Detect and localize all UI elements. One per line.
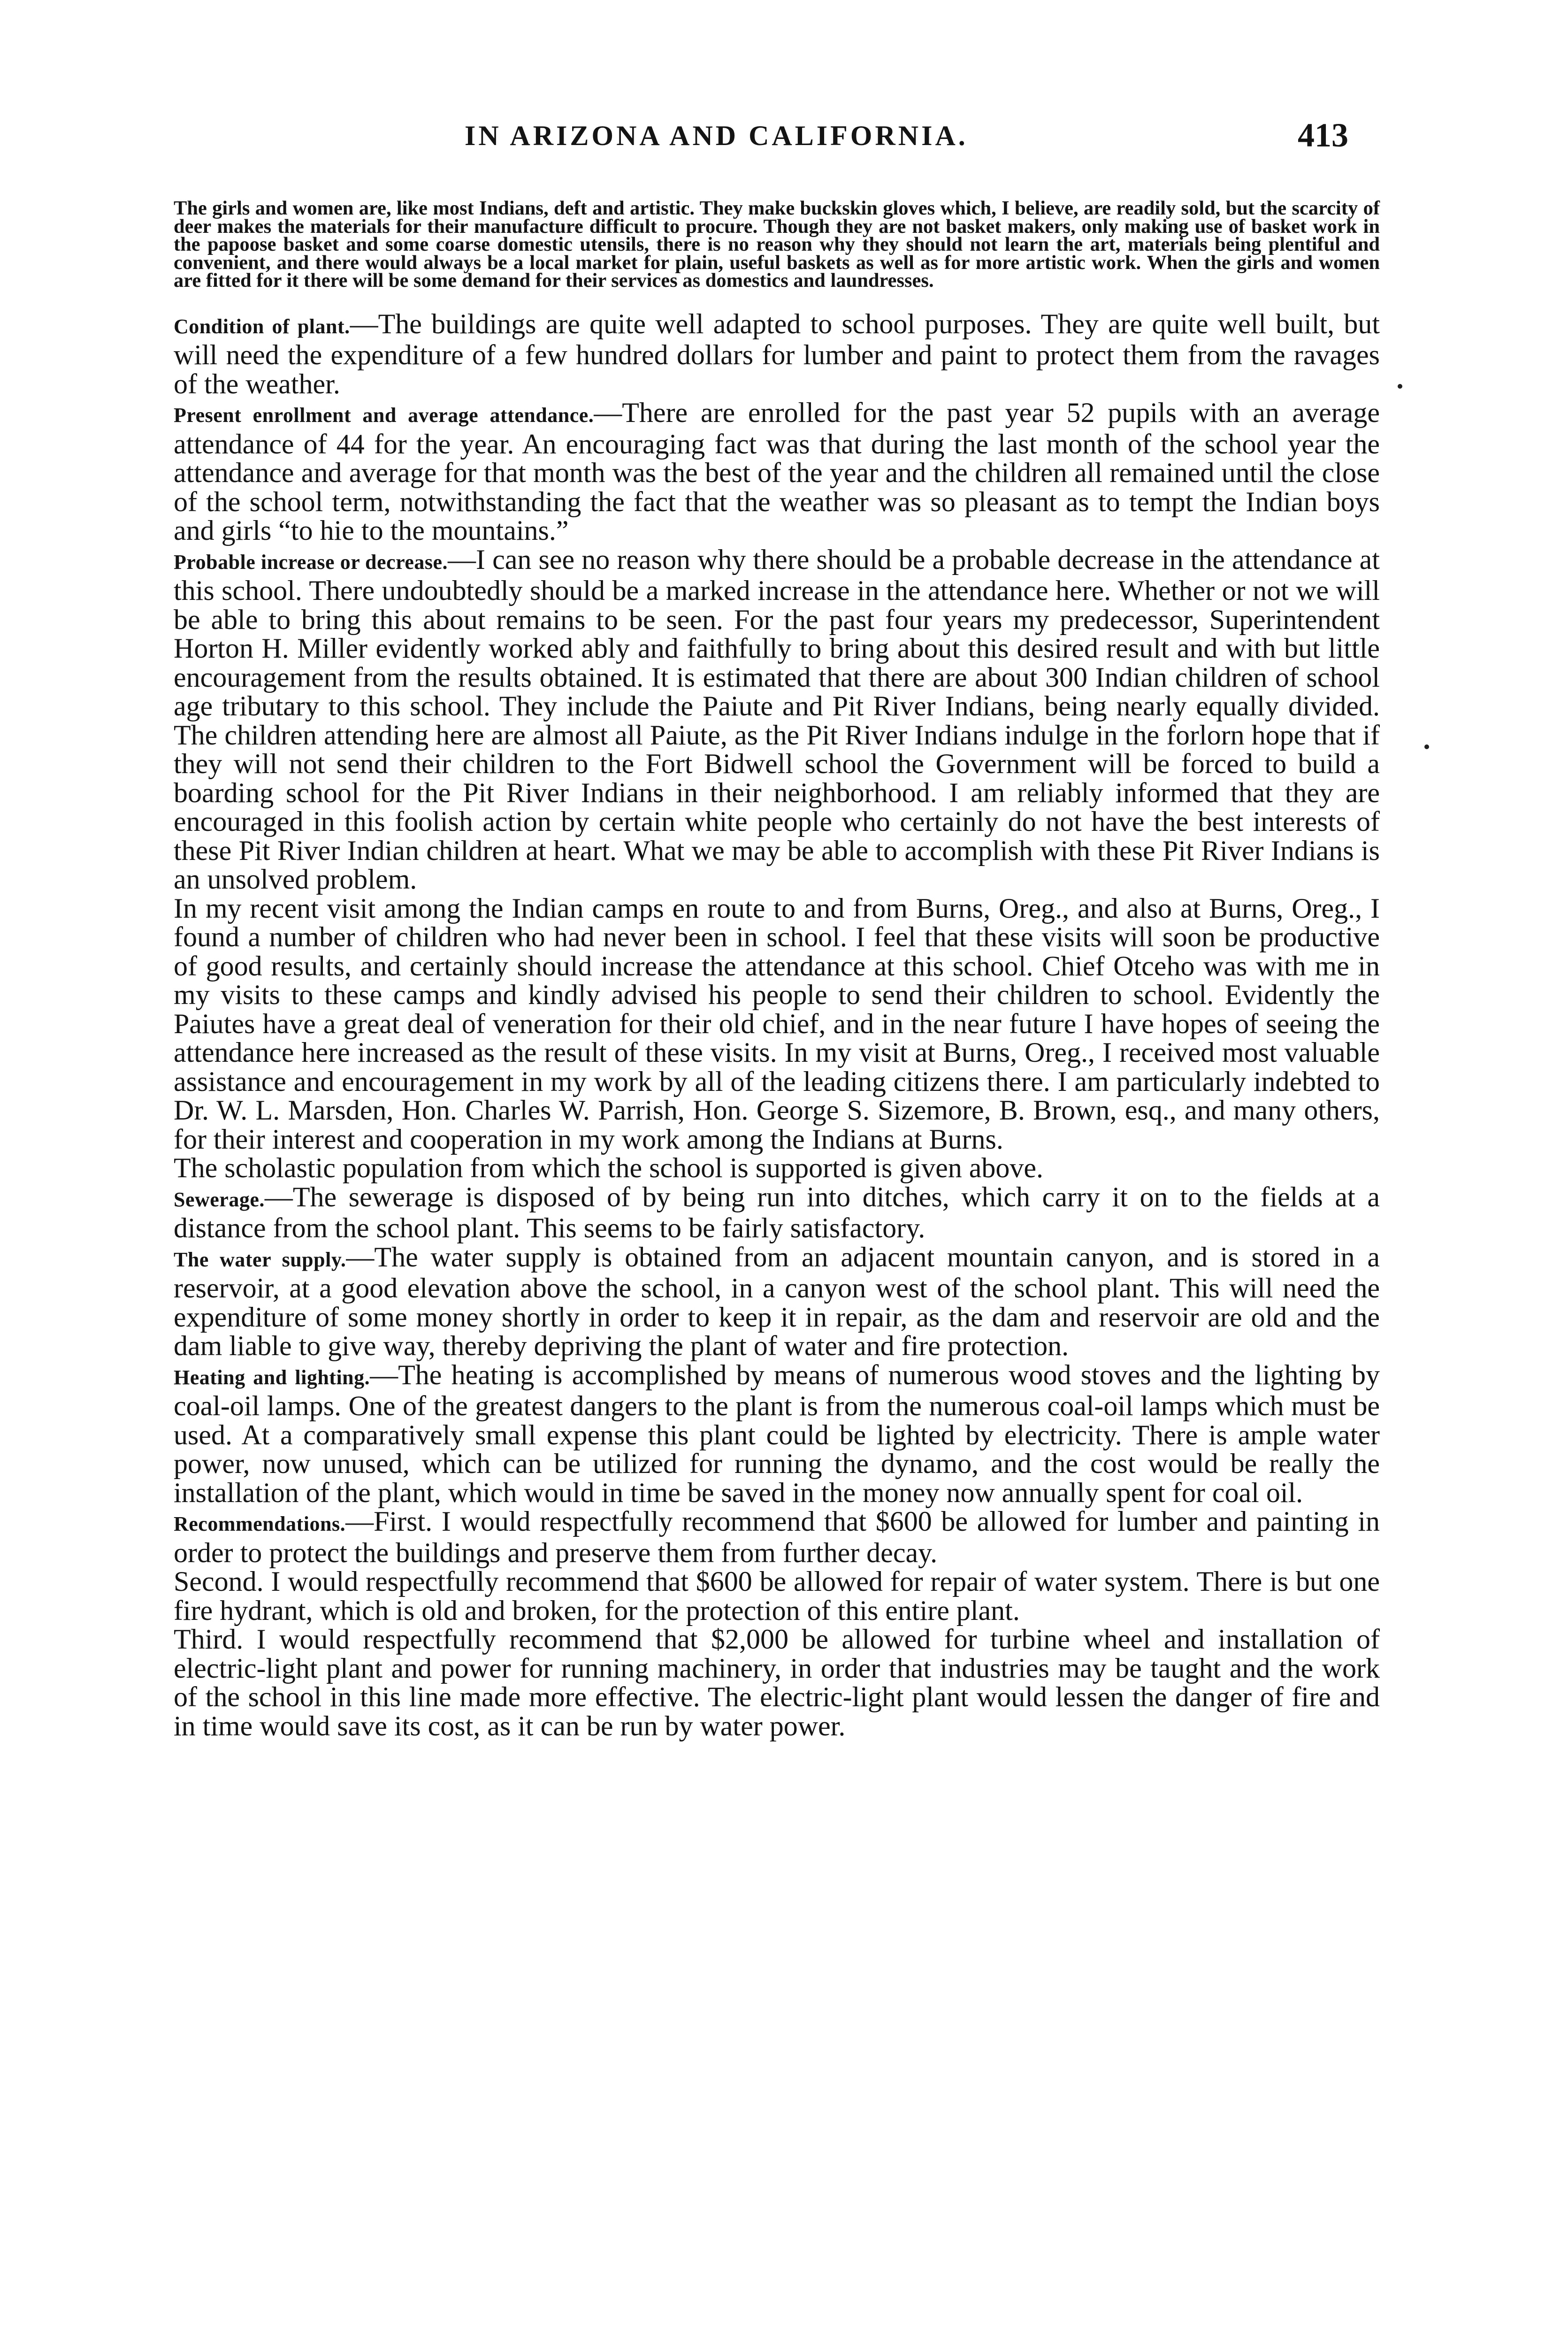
heating-text: —The heating is accomplished by means of numerous wood stoves and the lighting by coal-oil lamps. One of the greatest dangers to the plant is from the numerous coal-oil lamps which must be used. At a comparatively small expense this plant could be lighted by electricity. There is ample water power, now unused, which can be utilized for running the dynamo, and the cost would be really the installation of the plant, which would in time be saved in the money now annually spent for coal oil. [174,1359,1380,1508]
recommendations-heading: Recommendations. [174,1512,346,1535]
margin-speck-mark [1398,384,1402,389]
running-title: IN ARIZONA AND CALIFORNIA. [465,120,968,151]
sewerage-heading: Sewerage. [174,1188,265,1211]
probable-paragraph [174,545,1380,894]
scholastic-paragraph: The scholastic population from which the school is supported is given above. [174,1152,1043,1183]
condition-paragraph [174,310,1380,399]
body-text [174,199,1380,1741]
probable-text: —I can see no reason why there should be a probable decrease in the attendance at this school. There undoubtedly should be a marked increase in the attendance here. Whether or not we will be able to bring this about remains to be seen. For the past four years my predecessor, Superintendent Horton H. Miller evidently worked ably and faithfully to bring about this desired result and with but little encouragement from the results obtained. It is estimated that there are about 300 Indian children of school age tributary to this school. They include the Paiute and Pit River Indians, being nearly equally divided. The children attending here are almost all Paiute, as the Pit River Indians indulge in the forlorn hope that if they will not send their children to the Fort Bidwell school the Government will be forced to build a boarding school for the Pit River Indians in their neighborhood. I am reliably informed that they are encouraged in this foolish action by certain white people who certainly do not have the best interests of these Pit River Indian children at heart. What we may be able to accomplish with these Pit River Indians is an unsolved problem. [174,544,1380,895]
recommendations-second-paragraph: Second. I would respectfully recommend that $600 be allowed for repair of water system. There is but one fire hydrant, which is old and broken, for the protection of this entire plant. [174,1566,1380,1626]
enrollment-text: —There are enrolled for the past year 52 pupils with an average attendance of 44 for the year. An encouraging fact was that during the last month of the school year the attendance and average for that month was the best of the year and the children all remained until the close of the school term, notwithstanding the fact that the weather was so pleasant as to tempt the Indian boys and girls “to hie to the mountains.” [174,397,1380,546]
water-heading: The water supply. [174,1248,346,1271]
heating-heading: Heating and lighting. [174,1365,370,1389]
visit-paragraph: In my recent visit among the Indian camps en route to and from Burns, Oreg., and also at Burns, Oreg., I found a number of children who had never been in school. I feel that these visits will soon be productive of good results, and certainly should increase the attendance at this school. Chief Otceho was with me in my visits to these camps and kindly advised his people to send their children to school. Evidently the Paiutes have a great deal of veneration for their old chief, and in the near future I have hopes of seeing the attendance here increased as the result of these visits. In my visit at Burns, Oreg., I received most valuable assistance and encouragement in my work by all of the leading citizens there. I am particularly indebted to Dr. W. L. Marsden, Hon. Charles W. Parrish, Hon. George S. Sizemore, B. Brown, esq., and many others, for their interest and cooperation in my work among the Indians at Burns. [174,892,1380,1155]
running-header [0,116,1568,162]
condition-text: —The buildings are quite well adapted to school purposes. They are quite well built, but will need the expenditure of a few hundred dollars for lumber and paint to protect them from the ravages of the weather. [174,308,1380,399]
recommendations-third-paragraph: Third. I would respectfully recommend that $2,000 be allowed for turbine wheel and installation of electric-light plant and power for running machinery, in order that industries may be taught and the work of the school in this line made more effective. The electric-light plant would lessen the danger of fire and in time would save its cost, as it can be run by water power. [174,1624,1380,1741]
heating-paragraph [174,1361,1380,1508]
sewerage-paragraph [174,1183,1380,1243]
recommendations-first-paragraph [174,1507,1380,1567]
recommendations-first-text: —First. I would respectfully recommend that $600 be allowed for lumber and painting in order to protect the buildings and preserve them from further decay. [174,1506,1380,1568]
page-number: 413 [1298,116,1348,154]
water-paragraph [174,1243,1380,1361]
probable-heading: Probable increase or decrease. [174,550,448,574]
enrollment-paragraph [174,399,1380,545]
intro-paragraph: The girls and women are, like most Indians, deft and artistic. They make buckskin gloves which, I believe, are readily sold, but the scarcity of deer makes the materials for their manufacture difficult to procure. Though they are not basket makers, only making use of basket work in the papoose basket and some coarse domestic utensils, there is no reason why they should not learn the art, materials being plentiful and convenient, and there would always be a local market for plain, useful baskets as well as for more artistic work. When the girls and women are fitted for it there will be some demand for their services as domestics and laundresses. [174,197,1380,291]
sewerage-text: —The sewerage is disposed of by being run into ditches, which carry it on to the fields at a distance from the school plant. This seems to be fairly satisfactory. [174,1181,1380,1243]
condition-heading: Condition of plant. [174,314,350,338]
enrollment-heading: Present enrollment and average attendance. [174,404,594,427]
margin-speck-mark [1424,744,1429,749]
water-text: —The water supply is obtained from an adjacent mountain canyon, and is stored in a reservoir, at a good elevation above the school, in a canyon west of the school plant. This will need the expenditure of some money shortly in order to keep it in repair, as the dam and reservoir are old and the dam liable to give way, thereby depriving the plant of water and fire protection. [174,1241,1380,1361]
